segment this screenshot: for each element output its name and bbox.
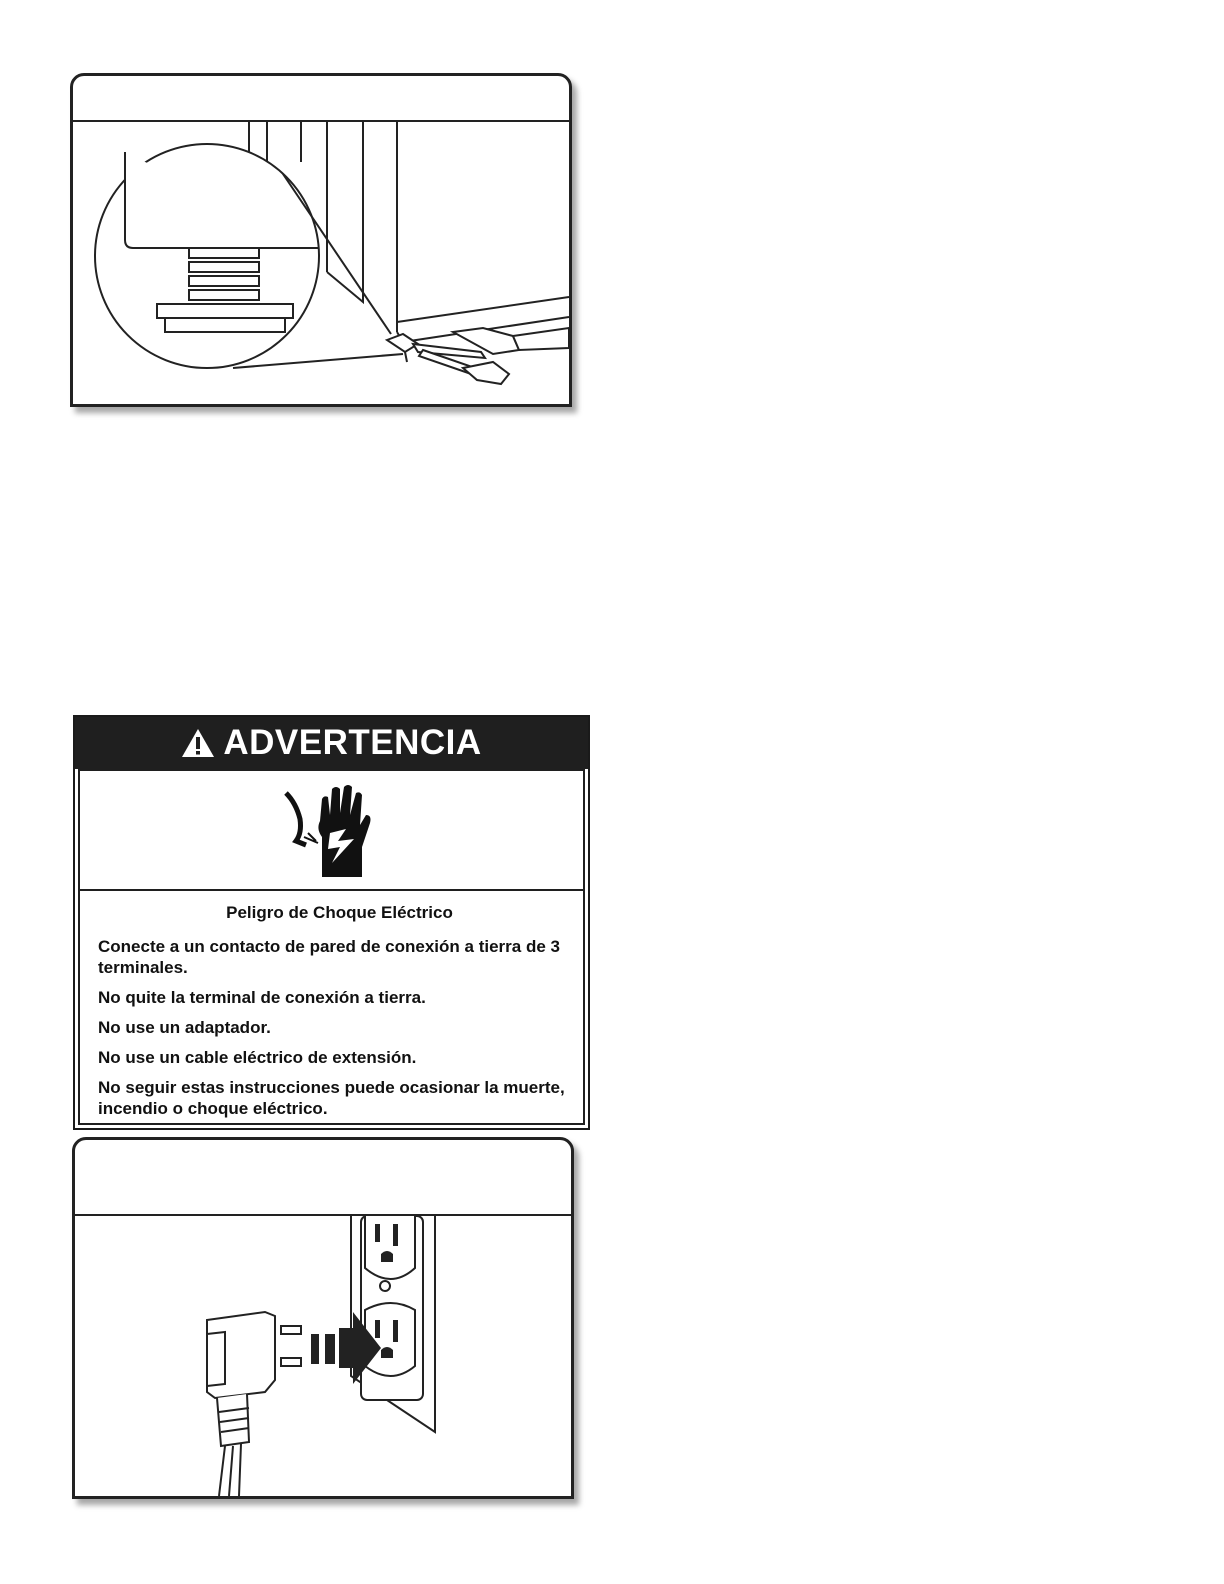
instruction-line: Conecte a un contacto de pared de conexión a tierra de 3 terminales. <box>98 937 560 977</box>
instruction-line: No quite la terminal de conexión a tierra. <box>98 988 426 1007</box>
plug-into-outlet-illustration <box>75 1216 571 1496</box>
instruction-line: No seguir estas instrucciones puede ocasionar la muerte, incendio o choque eléctrico. <box>98 1078 565 1118</box>
illustration-header-band <box>73 76 569 122</box>
hazard-name: Peligro de Choque Eléctrico <box>226 903 453 922</box>
warning-icon-area <box>80 771 583 891</box>
leveling-foot-illustration-panel <box>70 73 572 407</box>
warning-triangle-icon <box>181 728 215 758</box>
warning-inner-frame <box>78 769 585 1125</box>
instruction-line: No use un adaptador. <box>98 1018 271 1037</box>
electric-shock-hand-icon <box>280 781 390 877</box>
instruction-line: No use un cable eléctrico de extensión. <box>98 1048 417 1067</box>
outlet-illustration-panel <box>72 1137 574 1499</box>
illustration-header-band <box>75 1140 571 1216</box>
warning-box <box>73 715 590 1130</box>
warning-title: ADVERTENCIA <box>223 723 482 762</box>
warning-header <box>75 717 588 769</box>
leveling-foot-illustration <box>73 122 569 404</box>
warning-text-area <box>98 903 571 1128</box>
